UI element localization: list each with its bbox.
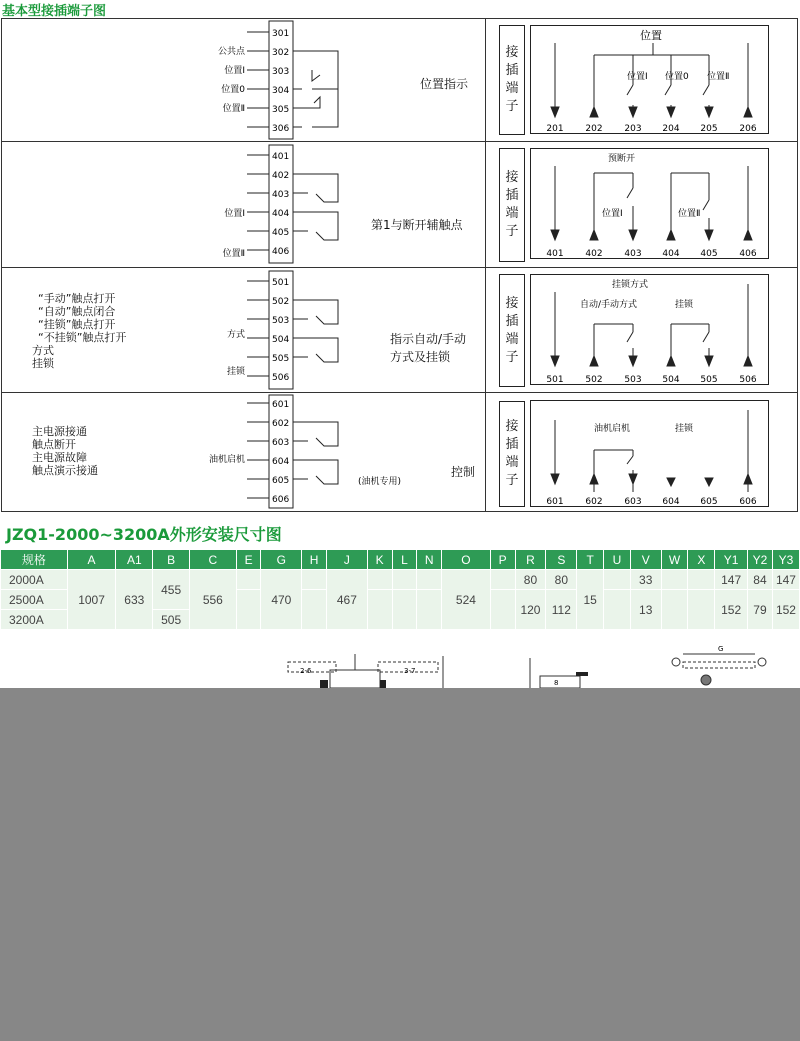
table-header: C xyxy=(190,550,237,570)
terminal-404: 404 xyxy=(272,209,290,219)
sub-label-mode: 自动/手动方式 xyxy=(580,300,638,310)
pin-505: 505 xyxy=(700,375,718,385)
terminal-601: 601 xyxy=(272,400,290,410)
label-pos0: 位置0 xyxy=(221,85,245,95)
sub-label-pos2: 位置Ⅱ xyxy=(678,209,701,219)
drawing-label: 8 xyxy=(554,679,559,687)
label-common: 公共点 xyxy=(217,47,245,57)
sub-label-lock: 挂锁 xyxy=(675,300,694,310)
pin-501: 501 xyxy=(546,375,564,385)
terminal-403: 403 xyxy=(272,190,290,200)
table-cell: 2000A xyxy=(1,570,68,590)
terminal-406: 406 xyxy=(272,247,290,257)
terminal-302: 302 xyxy=(272,48,290,58)
table-cell: 147 xyxy=(772,570,799,590)
table-cell xyxy=(417,590,442,630)
table-header: R xyxy=(515,550,546,570)
label-pos1: 位置Ⅰ xyxy=(224,66,245,76)
label-mode: 方式 xyxy=(226,330,245,340)
drawing-label: 2-6 xyxy=(300,667,312,675)
pin-403: 403 xyxy=(624,249,642,259)
pin-202: 202 xyxy=(585,124,603,134)
table-header: T xyxy=(577,550,604,570)
pin-504: 504 xyxy=(662,375,680,385)
table-header: Y2 xyxy=(748,550,773,570)
pin-206: 206 xyxy=(739,124,757,134)
table-cell: 33 xyxy=(630,570,661,590)
table-header: K xyxy=(367,550,392,570)
table-cell: 80 xyxy=(546,570,577,590)
section-title: JZQ1-2000~3200A外形安装尺寸图 xyxy=(6,525,282,544)
contact-diagram-601 xyxy=(530,400,770,508)
table-header: X xyxy=(688,550,715,570)
table-header: 规格 xyxy=(1,550,68,570)
table-header: Y3 xyxy=(772,550,799,570)
table-header: H xyxy=(302,550,327,570)
table-cell xyxy=(490,590,515,630)
terminal-diagram-table xyxy=(1,18,798,512)
terminal-vertical-label: 接 插 端 子 xyxy=(499,148,525,262)
table-cell: 556 xyxy=(190,570,237,630)
pin-506: 506 xyxy=(739,375,757,385)
pin-201: 201 xyxy=(546,124,564,134)
pin-405: 405 xyxy=(700,249,718,259)
table-cell xyxy=(604,570,631,590)
row-auxiliary-contact xyxy=(2,142,797,268)
table-cell xyxy=(236,570,261,590)
dimension-table xyxy=(0,549,800,630)
terminal-603: 603 xyxy=(272,438,290,448)
table-cell: 633 xyxy=(116,570,153,630)
table-header: N xyxy=(417,550,442,570)
table-cell: 470 xyxy=(261,570,302,630)
terminal-503: 503 xyxy=(272,316,290,326)
sub-label-pos1: 位置Ⅰ xyxy=(602,209,623,219)
table-header: G xyxy=(261,550,302,570)
table-cell: 2500A xyxy=(1,590,68,610)
page-title: 基本型接插端子图 xyxy=(2,4,107,19)
terminal-303: 303 xyxy=(272,67,290,77)
table-cell: 80 xyxy=(515,570,546,590)
drawing-label: 3-7 xyxy=(404,667,416,675)
pin-402: 402 xyxy=(585,249,603,259)
wiring-diagram-601 xyxy=(2,393,485,511)
table-cell xyxy=(236,590,261,630)
table-cell xyxy=(302,570,327,590)
diagram-title: 位置 xyxy=(640,29,662,42)
table-cell xyxy=(392,590,417,630)
diagram-title: 挂锁方式 xyxy=(612,280,649,290)
table-cell: 152 xyxy=(715,590,748,630)
terminal-502: 502 xyxy=(272,297,290,307)
table-header-row xyxy=(1,550,800,570)
label-generator-start: 油机启机 xyxy=(208,455,245,465)
table-header: A xyxy=(67,550,116,570)
function-label: 第1与断开辅触点 xyxy=(371,218,463,232)
table-cell: 79 xyxy=(748,590,773,630)
label-lock: 挂锁 xyxy=(226,367,245,377)
table-header: W xyxy=(661,550,688,570)
table-header: O xyxy=(442,550,491,570)
contact-diagram-501 xyxy=(530,274,770,386)
table-cell xyxy=(661,570,688,590)
terminal-vertical-label: 接 插 端 子 xyxy=(499,25,525,135)
pin-204: 204 xyxy=(662,124,680,134)
table-cell: 147 xyxy=(715,570,748,590)
table-cell: 15 xyxy=(577,570,604,630)
terminal-305: 305 xyxy=(272,105,290,115)
table-cell: 3200A xyxy=(1,610,68,630)
table-cell xyxy=(688,570,715,590)
table-row xyxy=(1,570,800,590)
pin-606: 606 xyxy=(739,497,757,507)
table-cell: 152 xyxy=(772,590,799,630)
row-description: 主电源接通 触点断开 主电源故障 触点演示接通 xyxy=(32,425,98,477)
table-cell xyxy=(302,590,327,630)
label-pos2: 位置Ⅱ xyxy=(222,249,245,259)
pin-203: 203 xyxy=(624,124,642,134)
function-label: 指示自动/手动 方式及挂锁 xyxy=(390,332,467,364)
terminal-505: 505 xyxy=(272,354,290,364)
terminal-506: 506 xyxy=(272,373,290,383)
table-header: Y1 xyxy=(715,550,748,570)
table-cell: 467 xyxy=(327,570,368,630)
terminal-vertical-label: 接 插 端 子 xyxy=(499,401,525,507)
terminal-vertical-label: 接 插 端 子 xyxy=(499,274,525,387)
table-header: P xyxy=(490,550,515,570)
function-label: 位置指示 xyxy=(420,77,469,91)
table-header: A1 xyxy=(116,550,153,570)
table-cell: 112 xyxy=(546,590,577,630)
wiring-diagram-401 xyxy=(2,142,485,268)
pin-503: 503 xyxy=(624,375,642,385)
terminal-306: 306 xyxy=(272,124,290,134)
image-placeholder-area xyxy=(0,688,800,1041)
pin-205: 205 xyxy=(700,124,718,134)
label-pos1: 位置Ⅰ xyxy=(224,209,245,219)
terminal-602: 602 xyxy=(272,419,290,429)
terminal-501: 501 xyxy=(272,278,290,288)
table-header: L xyxy=(392,550,417,570)
table-cell xyxy=(367,570,392,590)
table-header: B xyxy=(153,550,190,570)
table-header: U xyxy=(604,550,631,570)
table-cell: 84 xyxy=(748,570,773,590)
installation-drawings xyxy=(0,640,800,688)
terminal-304: 304 xyxy=(272,86,290,96)
table-cell xyxy=(688,590,715,630)
table-header: V xyxy=(630,550,661,570)
table-cell xyxy=(417,570,442,590)
terminal-606: 606 xyxy=(272,495,290,505)
table-cell xyxy=(392,570,417,590)
pin-604: 604 xyxy=(662,497,680,507)
pin-406: 406 xyxy=(739,249,757,259)
table-header: J xyxy=(327,550,368,570)
wiring-diagram-301 xyxy=(2,19,485,142)
table-cell xyxy=(661,590,688,630)
pin-404: 404 xyxy=(662,249,680,259)
function-label: 控制 xyxy=(451,465,476,479)
pin-605: 605 xyxy=(700,497,718,507)
sub-label-pos1: 位置Ⅰ xyxy=(627,72,648,82)
table-cell: 455 xyxy=(153,570,190,610)
label-pos2: 位置Ⅱ xyxy=(222,104,245,114)
sub-label-lock: 挂锁 xyxy=(675,424,694,434)
diagram-title: 预断开 xyxy=(608,154,636,164)
sub-label-generator: 油机启机 xyxy=(594,424,631,434)
contact-diagram-201 xyxy=(530,25,770,135)
table-cell xyxy=(490,570,515,590)
table-cell: 13 xyxy=(630,590,661,630)
pin-602: 602 xyxy=(585,497,603,507)
pin-601: 601 xyxy=(546,497,564,507)
terminal-605: 605 xyxy=(272,476,290,486)
contact-diagram-401 xyxy=(530,148,770,260)
row-mode-lock xyxy=(2,268,797,393)
terminal-504: 504 xyxy=(272,335,290,345)
table-cell: 524 xyxy=(442,570,491,630)
table-cell: 505 xyxy=(153,610,190,630)
table-cell: 120 xyxy=(515,590,546,630)
terminal-301: 301 xyxy=(272,29,290,39)
sub-label-pos2: 位置Ⅱ xyxy=(707,72,730,82)
pin-502: 502 xyxy=(585,375,603,385)
terminal-401: 401 xyxy=(272,152,290,162)
table-cell: 1007 xyxy=(67,570,116,630)
row-position-indicator xyxy=(2,19,797,142)
table-header: E xyxy=(236,550,261,570)
sub-label-pos0: 位置0 xyxy=(665,72,689,82)
row-control xyxy=(2,393,797,511)
generator-note: (油机专用) xyxy=(358,477,402,487)
pin-401: 401 xyxy=(546,249,564,259)
drawing-label: G xyxy=(718,645,724,653)
table-header: S xyxy=(546,550,577,570)
table-cell xyxy=(604,590,631,630)
pin-603: 603 xyxy=(624,497,642,507)
terminal-405: 405 xyxy=(272,228,290,238)
terminal-604: 604 xyxy=(272,457,290,467)
row-description: “手动”触点打开 “自动”触点闭合 “挂锁”触点打开 “不挂锁”触点打开 方式 挂锁 xyxy=(32,292,127,370)
table-cell xyxy=(367,590,392,630)
terminal-402: 402 xyxy=(272,171,290,181)
